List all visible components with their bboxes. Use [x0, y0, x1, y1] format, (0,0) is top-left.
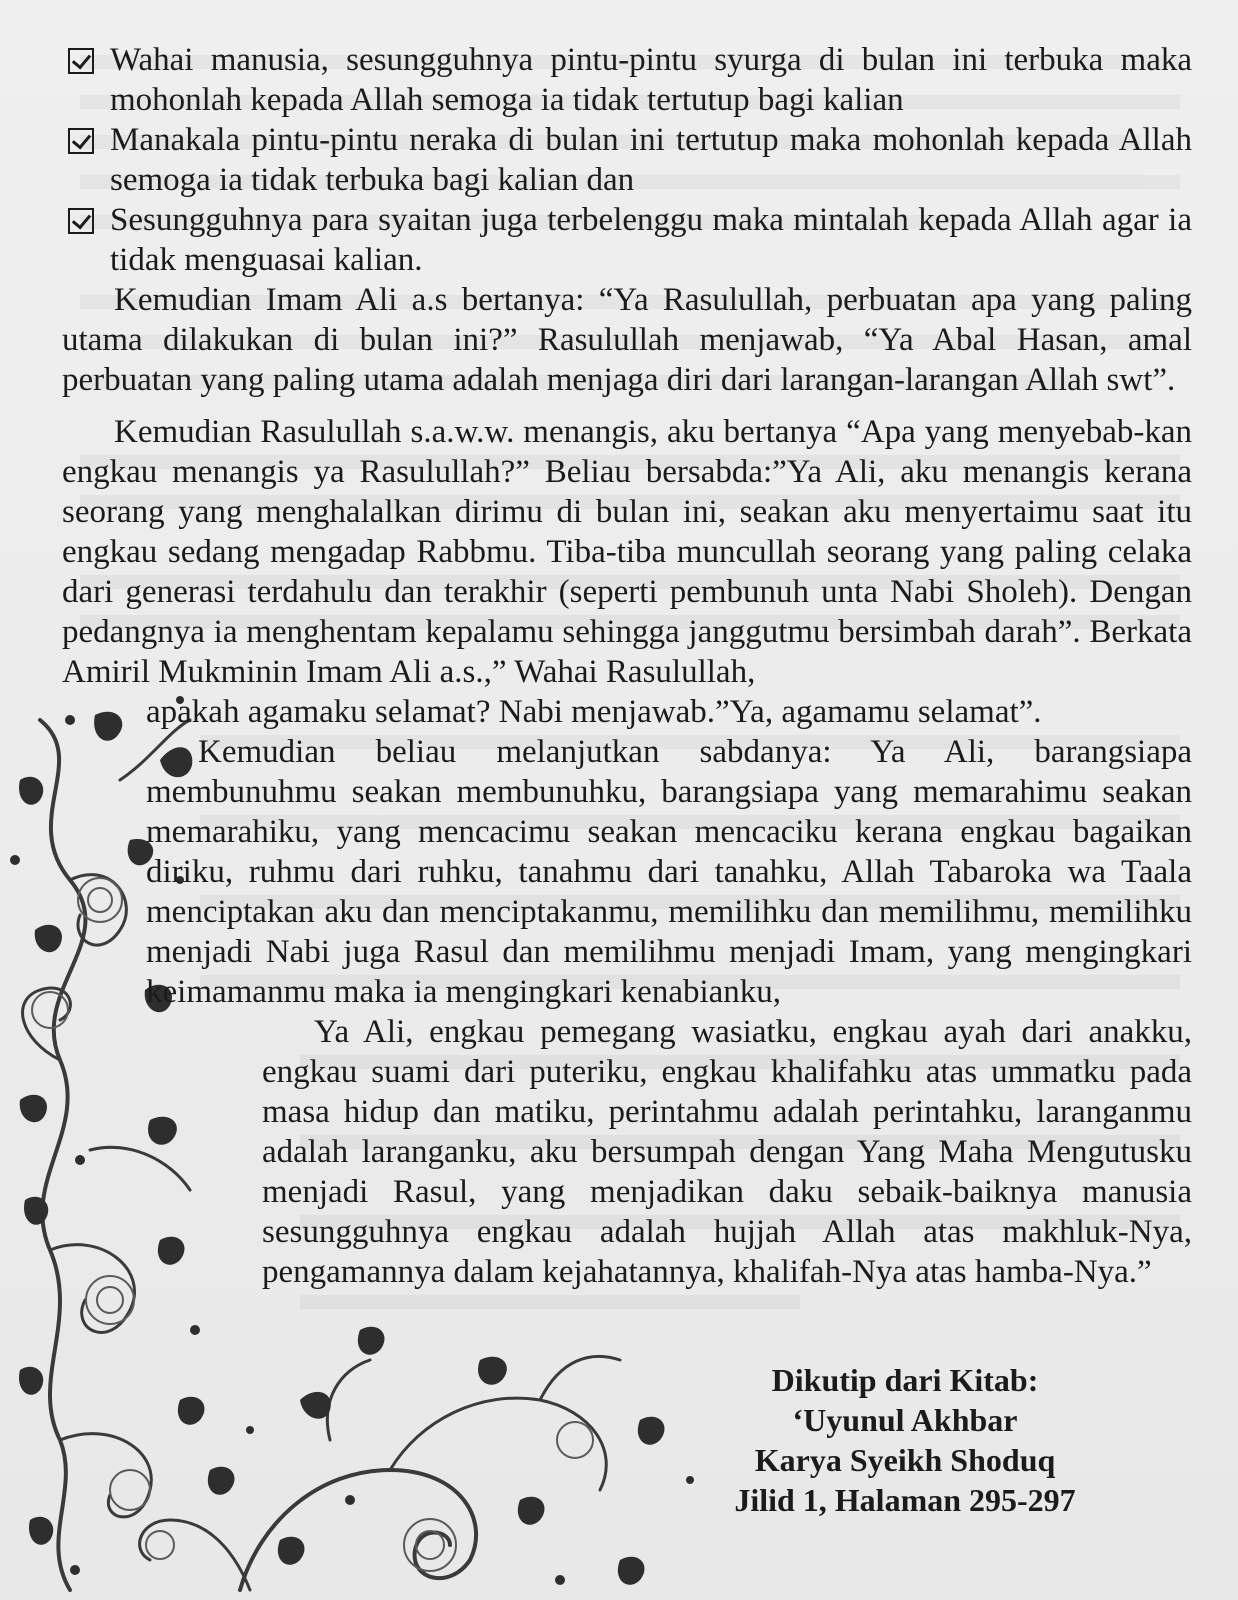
- body-text: [62, 40, 1192, 1292]
- bullet-text: Sesungguhnya para syaitan juga terbelenggu maka mintalah kepada Allah agar ia tidak menguasai kalian.: [110, 202, 1192, 278]
- paragraph: Kemudian Rasulullah s.a.w.w. menangis, aku bertanya “Apa yang menyebab-kan engkau menangis ya Rasulullah?” Beliau bersabda:”Ya Ali, aku menangis kerana seorang yang menghalalkan dirimu di bulan ini, seakan aku menyertaimu saat itu engkau sedang mengadap Rabbmu. Tiba-tiba muncullah seorang yang paling celaka dari generasi terdahulu dan terakhir (seperti pembunuh unta Nabi Sholeh). Dengan pedangnya ia menghentam kepalamu sehingga janggutmu bersimbah darah”. Berkata Amiril Mukminin Imam Ali a.s.,” Wahai Rasulullah,: [62, 414, 1192, 690]
- bullet-item: [62, 200, 1192, 280]
- citation-line: Dikutip dari Kitab:: [771, 1362, 1039, 1398]
- bullet-text: Wahai manusia, sesungguhnya pintu-pintu syurga di bulan ini terbuka maka mohonlah kepada Allah semoga ia tidak tertutup bagi kalian: [110, 42, 1192, 118]
- bullet-item: [62, 120, 1192, 200]
- source-citation: [700, 1360, 1110, 1520]
- bullet-item: [62, 40, 1192, 120]
- checkbox-checked-icon: [68, 128, 94, 154]
- checkbox-checked-icon: [68, 208, 94, 234]
- paragraph: apakah agamaku selamat? Nabi menjawab.”Ya, agamamu selamat”.: [146, 694, 1042, 730]
- paragraph: Kemudian beliau melanjutkan sabdanya: Ya Ali, barangsiapa membunuhmu seakan membunuhku, barangsiapa yang memarahimu seakan memarahiku, yang mencacimu seakan mencaciku kerana engkau bagaikan diriku, ruhmu dari ruhku, tanahmu dari tanahku, Allah Tabaroka wa Taala menciptakan aku dan menciptakanmu, memilihku dan memilihmu, memilihku menjadi Nabi juga Rasul dan memilihmu menjadi Imam, yang mengingkari keimamanmu maka ia mengingkari kenabianku,: [146, 734, 1192, 1010]
- citation-line: Jilid 1, Halaman 295-297: [734, 1482, 1076, 1518]
- citation-line: ‘Uyunul Akhbar: [792, 1402, 1018, 1438]
- paragraph: Ya Ali, engkau pemegang wasiatku, engkau ayah dari anakku, engkau suami dari puteriku, engkau khalifahku atas ummatku pada masa hidup dan matiku, perintahmu adalah perintahku, laranganmu adalah laranganku, aku bersumpah dengan Yang Maha Mengutusku menjadi Rasul, yang menjadikan daku sebaik-baiknya manusia sesungguhnya engkau adalah hujjah Allah atas makhluk-Nya, pengamannya dalam kejahatannya, khalifah-Nya atas hamba-Nya.”: [262, 1014, 1192, 1290]
- paragraph: Kemudian Imam Ali a.s bertanya: “Ya Rasulullah, perbuatan apa yang paling utama dilakukan di bulan ini?” Rasulullah menjawab, “Ya Abal Hasan, amal perbuatan yang paling utama adalah menjaga diri dari larangan-larangan Allah swt”.: [62, 282, 1192, 398]
- checkbox-checked-icon: [68, 48, 94, 74]
- citation-line: Karya Syeikh Shoduq: [754, 1442, 1056, 1478]
- bullet-text: Manakala pintu-pintu neraka di bulan ini tertutup maka mohonlah kepada Allah semoga ia tidak terbuka bagi kalian dan: [110, 122, 1192, 198]
